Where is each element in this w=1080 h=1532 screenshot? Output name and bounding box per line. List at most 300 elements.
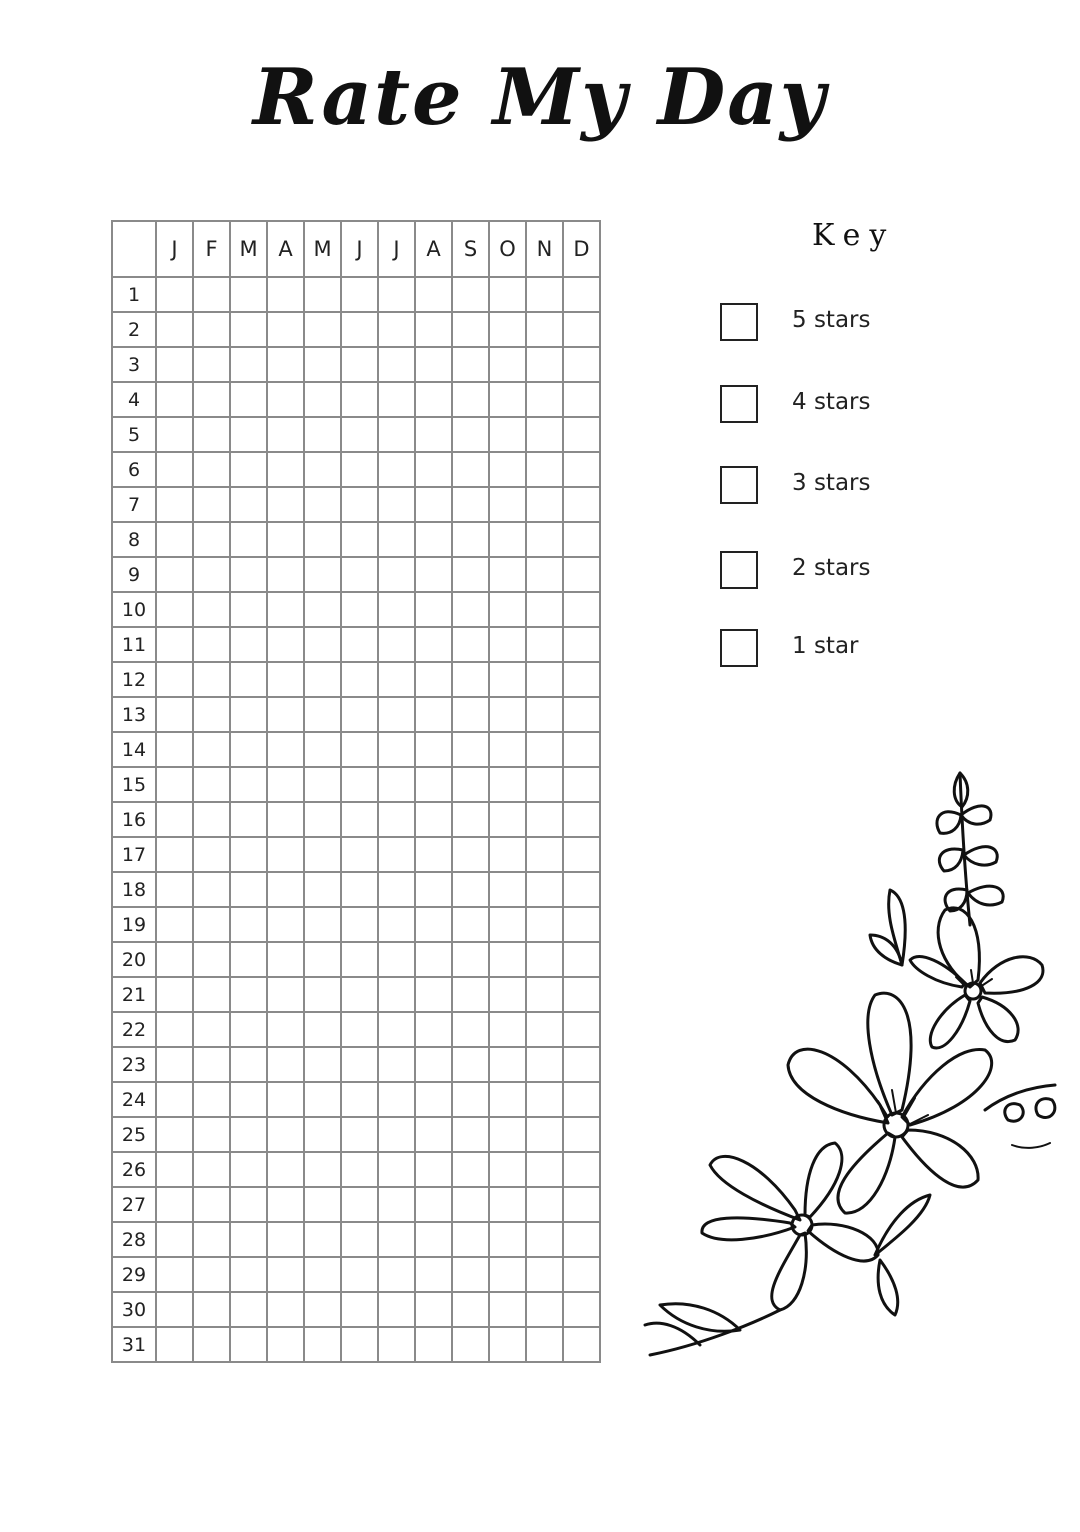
rating-cell[interactable] (452, 312, 489, 347)
rating-cell[interactable] (563, 1117, 600, 1152)
rating-cell[interactable] (156, 1292, 193, 1327)
rating-cell[interactable] (526, 592, 563, 627)
rating-cell[interactable] (415, 1082, 452, 1117)
rating-cell[interactable] (415, 1222, 452, 1257)
rating-cell[interactable] (193, 767, 230, 802)
rating-cell[interactable] (156, 802, 193, 837)
rating-cell[interactable] (304, 522, 341, 557)
rating-cell[interactable] (526, 312, 563, 347)
rating-cell[interactable] (563, 557, 600, 592)
rating-cell[interactable] (304, 1152, 341, 1187)
rating-cell[interactable] (489, 732, 526, 767)
rating-cell[interactable] (563, 732, 600, 767)
rating-cell[interactable] (526, 732, 563, 767)
rating-cell[interactable] (378, 1222, 415, 1257)
rating-cell[interactable] (267, 277, 304, 312)
rating-cell[interactable] (267, 1082, 304, 1117)
rating-cell[interactable] (304, 767, 341, 802)
rating-cell[interactable] (563, 312, 600, 347)
rating-cell[interactable] (489, 312, 526, 347)
rating-cell[interactable] (156, 942, 193, 977)
rating-cell[interactable] (378, 837, 415, 872)
rating-cell[interactable] (193, 977, 230, 1012)
rating-cell[interactable] (563, 907, 600, 942)
rating-cell[interactable] (341, 1327, 378, 1362)
rating-cell[interactable] (452, 837, 489, 872)
key-checkbox-5-stars[interactable] (720, 303, 758, 341)
rating-cell[interactable] (526, 277, 563, 312)
rating-cell[interactable] (415, 837, 452, 872)
rating-cell[interactable] (563, 522, 600, 557)
rating-cell[interactable] (526, 1047, 563, 1082)
rating-cell[interactable] (378, 557, 415, 592)
rating-cell[interactable] (415, 417, 452, 452)
rating-cell[interactable] (378, 312, 415, 347)
rating-cell[interactable] (489, 1327, 526, 1362)
rating-cell[interactable] (230, 312, 267, 347)
rating-cell[interactable] (378, 1082, 415, 1117)
rating-cell[interactable] (230, 1047, 267, 1082)
rating-cell[interactable] (378, 767, 415, 802)
rating-cell[interactable] (415, 802, 452, 837)
rating-cell[interactable] (267, 522, 304, 557)
rating-cell[interactable] (452, 942, 489, 977)
rating-cell[interactable] (341, 1222, 378, 1257)
rating-cell[interactable] (489, 1082, 526, 1117)
rating-cell[interactable] (304, 1327, 341, 1362)
rating-cell[interactable] (563, 802, 600, 837)
rating-cell[interactable] (156, 452, 193, 487)
rating-cell[interactable] (304, 837, 341, 872)
rating-cell[interactable] (563, 977, 600, 1012)
rating-cell[interactable] (378, 347, 415, 382)
rating-cell[interactable] (452, 977, 489, 1012)
rating-cell[interactable] (452, 1117, 489, 1152)
rating-cell[interactable] (230, 382, 267, 417)
rating-cell[interactable] (526, 487, 563, 522)
rating-cell[interactable] (230, 452, 267, 487)
rating-cell[interactable] (415, 1047, 452, 1082)
rating-cell[interactable] (378, 907, 415, 942)
rating-cell[interactable] (563, 872, 600, 907)
rating-cell[interactable] (489, 1117, 526, 1152)
rating-cell[interactable] (193, 522, 230, 557)
rating-cell[interactable] (563, 627, 600, 662)
rating-cell[interactable] (415, 627, 452, 662)
rating-cell[interactable] (193, 837, 230, 872)
rating-cell[interactable] (156, 312, 193, 347)
rating-cell[interactable] (378, 1187, 415, 1222)
rating-cell[interactable] (193, 487, 230, 522)
rating-cell[interactable] (415, 522, 452, 557)
rating-cell[interactable] (378, 1292, 415, 1327)
rating-cell[interactable] (563, 487, 600, 522)
rating-cell[interactable] (156, 1222, 193, 1257)
rating-cell[interactable] (230, 732, 267, 767)
rating-cell[interactable] (267, 837, 304, 872)
rating-cell[interactable] (415, 592, 452, 627)
rating-cell[interactable] (452, 627, 489, 662)
rating-cell[interactable] (341, 312, 378, 347)
rating-cell[interactable] (489, 1292, 526, 1327)
rating-cell[interactable] (267, 627, 304, 662)
rating-cell[interactable] (193, 1012, 230, 1047)
rating-cell[interactable] (304, 1012, 341, 1047)
rating-cell[interactable] (378, 627, 415, 662)
rating-cell[interactable] (489, 277, 526, 312)
rating-cell[interactable] (452, 487, 489, 522)
rating-cell[interactable] (452, 557, 489, 592)
rating-cell[interactable] (267, 802, 304, 837)
rating-cell[interactable] (193, 1117, 230, 1152)
rating-cell[interactable] (563, 347, 600, 382)
rating-cell[interactable] (563, 1187, 600, 1222)
rating-cell[interactable] (304, 977, 341, 1012)
rating-cell[interactable] (156, 1187, 193, 1222)
rating-cell[interactable] (230, 697, 267, 732)
rating-cell[interactable] (230, 1257, 267, 1292)
rating-cell[interactable] (526, 837, 563, 872)
rating-cell[interactable] (341, 697, 378, 732)
rating-cell[interactable] (156, 277, 193, 312)
rating-cell[interactable] (452, 592, 489, 627)
rating-cell[interactable] (563, 1047, 600, 1082)
rating-cell[interactable] (230, 802, 267, 837)
rating-cell[interactable] (267, 1047, 304, 1082)
rating-cell[interactable] (193, 1222, 230, 1257)
rating-cell[interactable] (489, 662, 526, 697)
rating-cell[interactable] (304, 452, 341, 487)
rating-cell[interactable] (563, 837, 600, 872)
rating-cell[interactable] (193, 907, 230, 942)
rating-cell[interactable] (452, 277, 489, 312)
rating-cell[interactable] (230, 1327, 267, 1362)
rating-cell[interactable] (341, 1012, 378, 1047)
rating-cell[interactable] (526, 977, 563, 1012)
rating-cell[interactable] (378, 662, 415, 697)
rating-cell[interactable] (563, 767, 600, 802)
rating-cell[interactable] (452, 1292, 489, 1327)
rating-cell[interactable] (341, 872, 378, 907)
rating-cell[interactable] (415, 1327, 452, 1362)
rating-cell[interactable] (193, 1292, 230, 1327)
rating-cell[interactable] (452, 1082, 489, 1117)
rating-cell[interactable] (563, 942, 600, 977)
rating-cell[interactable] (526, 1292, 563, 1327)
rating-cell[interactable] (230, 1292, 267, 1327)
rating-cell[interactable] (193, 382, 230, 417)
rating-cell[interactable] (452, 872, 489, 907)
rating-cell[interactable] (267, 417, 304, 452)
rating-cell[interactable] (489, 1012, 526, 1047)
rating-cell[interactable] (526, 907, 563, 942)
rating-cell[interactable] (341, 1117, 378, 1152)
rating-cell[interactable] (230, 1152, 267, 1187)
rating-cell[interactable] (267, 977, 304, 1012)
rating-cell[interactable] (415, 662, 452, 697)
rating-cell[interactable] (341, 1187, 378, 1222)
rating-cell[interactable] (415, 1257, 452, 1292)
rating-cell[interactable] (156, 592, 193, 627)
rating-cell[interactable] (341, 347, 378, 382)
rating-cell[interactable] (193, 347, 230, 382)
rating-cell[interactable] (526, 1327, 563, 1362)
rating-cell[interactable] (267, 767, 304, 802)
rating-cell[interactable] (267, 1327, 304, 1362)
rating-cell[interactable] (415, 732, 452, 767)
rating-cell[interactable] (156, 837, 193, 872)
rating-cell[interactable] (341, 1257, 378, 1292)
rating-cell[interactable] (563, 417, 600, 452)
rating-cell[interactable] (452, 662, 489, 697)
rating-cell[interactable] (304, 1257, 341, 1292)
rating-cell[interactable] (304, 312, 341, 347)
rating-cell[interactable] (526, 662, 563, 697)
rating-cell[interactable] (230, 627, 267, 662)
rating-cell[interactable] (452, 907, 489, 942)
rating-cell[interactable] (378, 1117, 415, 1152)
rating-cell[interactable] (230, 1082, 267, 1117)
rating-cell[interactable] (267, 312, 304, 347)
rating-cell[interactable] (193, 277, 230, 312)
rating-cell[interactable] (526, 1082, 563, 1117)
rating-cell[interactable] (452, 1012, 489, 1047)
key-checkbox-3-stars[interactable] (720, 466, 758, 504)
rating-cell[interactable] (267, 1012, 304, 1047)
rating-cell[interactable] (563, 1222, 600, 1257)
rating-cell[interactable] (267, 907, 304, 942)
rating-cell[interactable] (156, 417, 193, 452)
rating-cell[interactable] (341, 382, 378, 417)
rating-cell[interactable] (378, 802, 415, 837)
rating-cell[interactable] (341, 452, 378, 487)
rating-cell[interactable] (415, 907, 452, 942)
rating-cell[interactable] (267, 1292, 304, 1327)
rating-cell[interactable] (526, 1222, 563, 1257)
rating-cell[interactable] (563, 1012, 600, 1047)
rating-cell[interactable] (489, 627, 526, 662)
rating-cell[interactable] (452, 767, 489, 802)
rating-cell[interactable] (193, 557, 230, 592)
rating-cell[interactable] (415, 1187, 452, 1222)
rating-cell[interactable] (563, 277, 600, 312)
rating-cell[interactable] (341, 802, 378, 837)
rating-cell[interactable] (267, 592, 304, 627)
rating-cell[interactable] (341, 1047, 378, 1082)
rating-cell[interactable] (526, 872, 563, 907)
rating-cell[interactable] (341, 522, 378, 557)
rating-cell[interactable] (452, 382, 489, 417)
rating-cell[interactable] (526, 802, 563, 837)
rating-cell[interactable] (378, 732, 415, 767)
rating-cell[interactable] (489, 837, 526, 872)
rating-cell[interactable] (378, 977, 415, 1012)
rating-cell[interactable] (304, 557, 341, 592)
rating-cell[interactable] (489, 382, 526, 417)
rating-cell[interactable] (193, 592, 230, 627)
rating-cell[interactable] (452, 732, 489, 767)
rating-cell[interactable] (304, 1117, 341, 1152)
rating-cell[interactable] (304, 1082, 341, 1117)
rating-cell[interactable] (378, 1047, 415, 1082)
rating-cell[interactable] (489, 592, 526, 627)
rating-cell[interactable] (563, 382, 600, 417)
rating-cell[interactable] (563, 697, 600, 732)
rating-cell[interactable] (489, 347, 526, 382)
rating-cell[interactable] (415, 452, 452, 487)
rating-cell[interactable] (378, 487, 415, 522)
rating-cell[interactable] (378, 417, 415, 452)
rating-cell[interactable] (230, 662, 267, 697)
rating-cell[interactable] (304, 802, 341, 837)
rating-cell[interactable] (378, 1257, 415, 1292)
rating-cell[interactable] (304, 907, 341, 942)
rating-cell[interactable] (156, 382, 193, 417)
rating-cell[interactable] (193, 732, 230, 767)
rating-cell[interactable] (489, 1047, 526, 1082)
rating-cell[interactable] (489, 1152, 526, 1187)
rating-cell[interactable] (452, 1327, 489, 1362)
rating-cell[interactable] (304, 1187, 341, 1222)
rating-cell[interactable] (193, 802, 230, 837)
rating-cell[interactable] (156, 627, 193, 662)
rating-cell[interactable] (489, 557, 526, 592)
rating-cell[interactable] (489, 1257, 526, 1292)
rating-cell[interactable] (563, 1082, 600, 1117)
rating-cell[interactable] (193, 627, 230, 662)
rating-cell[interactable] (267, 662, 304, 697)
rating-cell[interactable] (230, 907, 267, 942)
rating-cell[interactable] (341, 942, 378, 977)
rating-cell[interactable] (156, 732, 193, 767)
rating-cell[interactable] (267, 557, 304, 592)
rating-cell[interactable] (415, 1292, 452, 1327)
rating-cell[interactable] (341, 1152, 378, 1187)
rating-cell[interactable] (341, 732, 378, 767)
rating-cell[interactable] (341, 487, 378, 522)
rating-cell[interactable] (230, 277, 267, 312)
rating-cell[interactable] (156, 907, 193, 942)
rating-cell[interactable] (378, 697, 415, 732)
rating-cell[interactable] (267, 732, 304, 767)
rating-cell[interactable] (304, 592, 341, 627)
rating-cell[interactable] (452, 522, 489, 557)
rating-cell[interactable] (378, 942, 415, 977)
rating-cell[interactable] (378, 1152, 415, 1187)
rating-cell[interactable] (230, 417, 267, 452)
rating-cell[interactable] (489, 487, 526, 522)
rating-cell[interactable] (267, 1222, 304, 1257)
rating-cell[interactable] (230, 1012, 267, 1047)
rating-cell[interactable] (230, 837, 267, 872)
rating-cell[interactable] (415, 487, 452, 522)
rating-cell[interactable] (563, 1327, 600, 1362)
rating-cell[interactable] (156, 1082, 193, 1117)
rating-cell[interactable] (378, 522, 415, 557)
rating-cell[interactable] (452, 1222, 489, 1257)
rating-cell[interactable] (526, 347, 563, 382)
rating-cell[interactable] (452, 417, 489, 452)
rating-cell[interactable] (230, 347, 267, 382)
rating-cell[interactable] (156, 522, 193, 557)
rating-cell[interactable] (526, 697, 563, 732)
rating-cell[interactable] (267, 1117, 304, 1152)
rating-cell[interactable] (415, 557, 452, 592)
rating-cell[interactable] (452, 452, 489, 487)
rating-cell[interactable] (489, 907, 526, 942)
rating-cell[interactable] (156, 557, 193, 592)
rating-cell[interactable] (526, 1257, 563, 1292)
rating-cell[interactable] (452, 802, 489, 837)
rating-cell[interactable] (489, 767, 526, 802)
rating-cell[interactable] (156, 1047, 193, 1082)
rating-cell[interactable] (230, 767, 267, 802)
rating-cell[interactable] (563, 452, 600, 487)
rating-cell[interactable] (156, 1257, 193, 1292)
rating-cell[interactable] (526, 1117, 563, 1152)
rating-cell[interactable] (156, 662, 193, 697)
rating-cell[interactable] (193, 697, 230, 732)
rating-cell[interactable] (489, 417, 526, 452)
rating-cell[interactable] (341, 767, 378, 802)
rating-cell[interactable] (489, 977, 526, 1012)
rating-cell[interactable] (304, 697, 341, 732)
rating-cell[interactable] (156, 977, 193, 1012)
key-checkbox-4-stars[interactable] (720, 385, 758, 423)
rating-cell[interactable] (230, 1187, 267, 1222)
rating-cell[interactable] (489, 872, 526, 907)
rating-cell[interactable] (415, 977, 452, 1012)
rating-cell[interactable] (156, 1012, 193, 1047)
rating-cell[interactable] (341, 1082, 378, 1117)
rating-cell[interactable] (415, 1117, 452, 1152)
rating-cell[interactable] (378, 872, 415, 907)
rating-cell[interactable] (267, 487, 304, 522)
rating-cell[interactable] (526, 417, 563, 452)
rating-cell[interactable] (452, 1047, 489, 1082)
rating-cell[interactable] (193, 942, 230, 977)
rating-cell[interactable] (452, 347, 489, 382)
rating-cell[interactable] (267, 1257, 304, 1292)
rating-cell[interactable] (563, 592, 600, 627)
rating-cell[interactable] (526, 1012, 563, 1047)
rating-cell[interactable] (526, 557, 563, 592)
rating-cell[interactable] (156, 767, 193, 802)
rating-cell[interactable] (230, 1117, 267, 1152)
rating-cell[interactable] (156, 872, 193, 907)
rating-cell[interactable] (526, 627, 563, 662)
rating-cell[interactable] (341, 557, 378, 592)
rating-cell[interactable] (526, 767, 563, 802)
rating-cell[interactable] (415, 1152, 452, 1187)
rating-cell[interactable] (304, 1292, 341, 1327)
rating-cell[interactable] (526, 1187, 563, 1222)
rating-cell[interactable] (193, 1187, 230, 1222)
rating-cell[interactable] (267, 347, 304, 382)
rating-cell[interactable] (230, 977, 267, 1012)
rating-cell[interactable] (156, 487, 193, 522)
rating-cell[interactable] (193, 1152, 230, 1187)
rating-cell[interactable] (526, 452, 563, 487)
rating-cell[interactable] (341, 907, 378, 942)
rating-cell[interactable] (452, 1187, 489, 1222)
rating-cell[interactable] (156, 347, 193, 382)
rating-cell[interactable] (341, 837, 378, 872)
rating-cell[interactable] (489, 452, 526, 487)
rating-cell[interactable] (526, 522, 563, 557)
rating-cell[interactable] (156, 1152, 193, 1187)
rating-cell[interactable] (563, 662, 600, 697)
